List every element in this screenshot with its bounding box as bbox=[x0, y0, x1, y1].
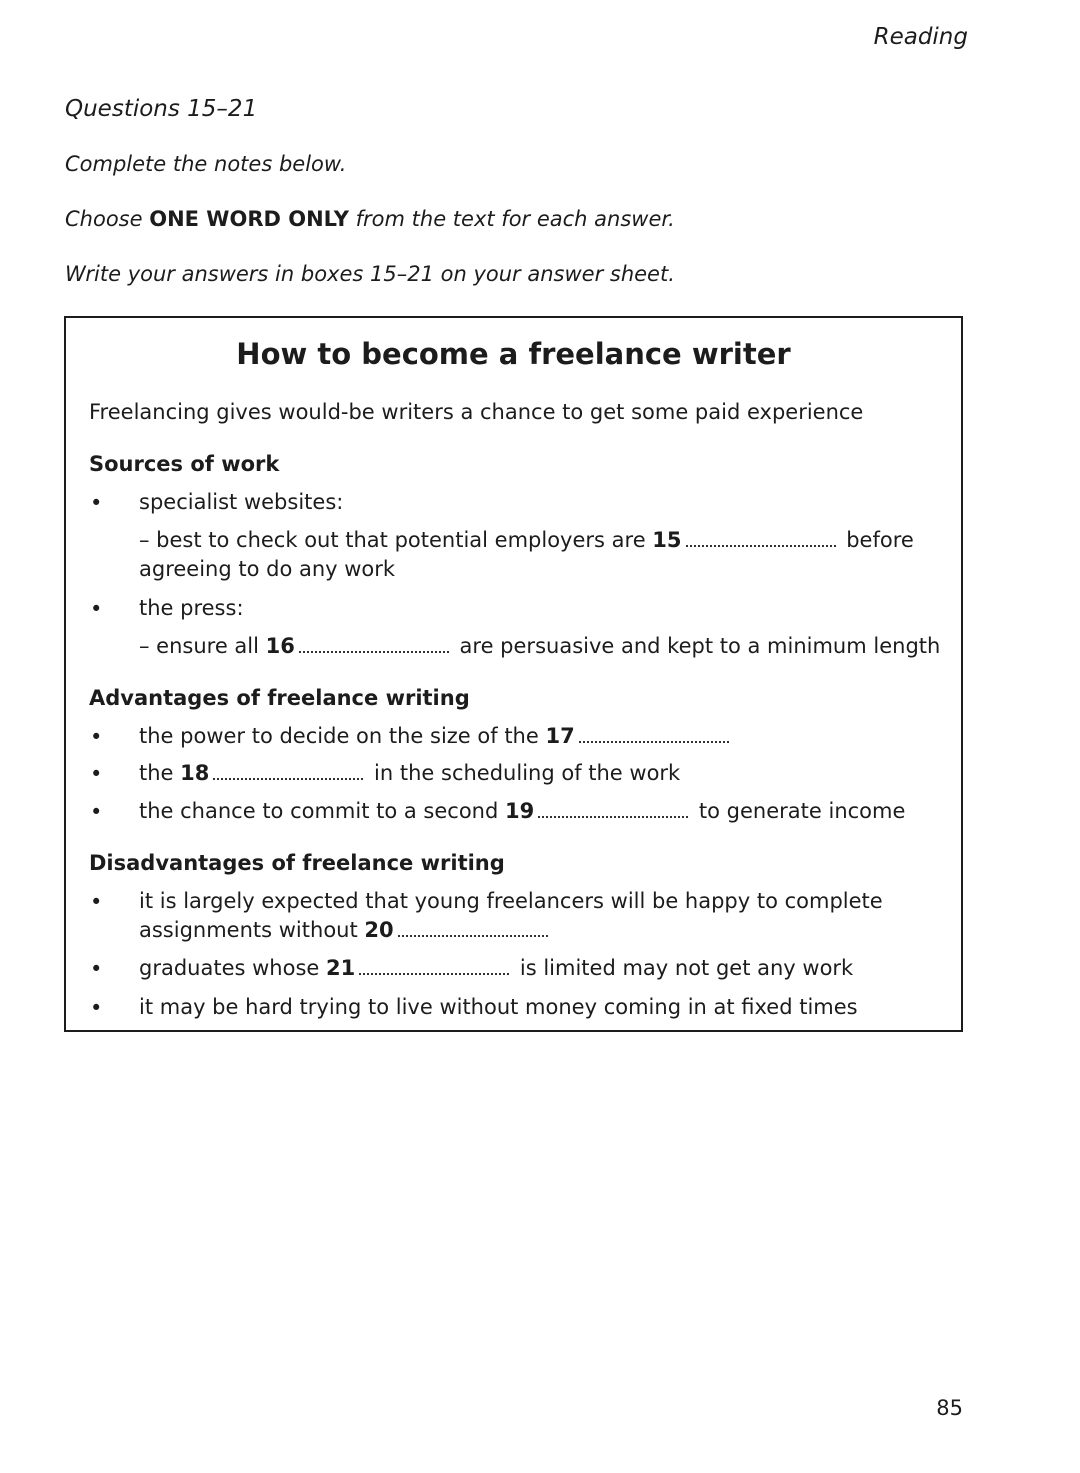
dis2-after: is limited may not get any work bbox=[513, 956, 854, 980]
disadvantages-bullet-graduates bbox=[139, 956, 853, 980]
question-number-15: 15 bbox=[652, 528, 682, 552]
instruction-complete: Complete the notes below. bbox=[65, 152, 347, 176]
bullet-dot: • bbox=[90, 491, 103, 515]
dis1-before: assignments without bbox=[139, 918, 365, 942]
notes-box bbox=[64, 316, 963, 1032]
bullet-dot: • bbox=[90, 800, 103, 824]
sources-dash-employers-cont: agreeing to do any work bbox=[139, 557, 396, 581]
adv1-before: the power to decide on the size of the bbox=[139, 724, 546, 748]
dis2-before: graduates whose bbox=[139, 956, 326, 980]
answer-gap-15[interactable] bbox=[686, 544, 836, 547]
adv2-after: in the scheduling of the work bbox=[367, 761, 681, 785]
answer-gap-21[interactable] bbox=[359, 972, 509, 975]
running-head: Reading bbox=[873, 24, 968, 50]
adv3-before: the chance to commit to a second bbox=[139, 799, 505, 823]
advantages-bullet-income bbox=[139, 799, 905, 823]
question-number-16: 16 bbox=[265, 634, 295, 658]
choose-after: from the text for each answer. bbox=[348, 207, 675, 231]
page-number: 85 bbox=[936, 1396, 963, 1420]
dash1-before: – best to check out that potential employers are bbox=[139, 528, 653, 552]
sources-bullet-press: the press: bbox=[139, 596, 244, 620]
answer-gap-20[interactable] bbox=[398, 934, 548, 937]
disadvantages-bullet-expected-cont bbox=[139, 918, 552, 942]
bullet-dot: • bbox=[90, 762, 103, 786]
bullet-dot: • bbox=[90, 725, 103, 749]
heading-advantages: Advantages of freelance writing bbox=[89, 686, 470, 710]
question-number-21: 21 bbox=[325, 956, 356, 980]
dash1-after: before bbox=[839, 528, 914, 552]
question-number-19: 19 bbox=[505, 799, 535, 823]
instruction-write: Write your answers in boxes 15–21 on your answer sheet. bbox=[65, 262, 675, 286]
question-number-18: 18 bbox=[180, 761, 210, 785]
disadvantages-bullet-expected: it is largely expected that young freelancers will be happy to complete bbox=[139, 889, 883, 913]
bullet-dot: • bbox=[90, 996, 103, 1020]
word-limit: ONE WORD ONLY bbox=[149, 207, 349, 231]
sources-dash-press bbox=[139, 634, 940, 658]
heading-disadvantages: Disadvantages of freelance writing bbox=[89, 851, 505, 875]
answer-gap-19[interactable] bbox=[538, 815, 688, 818]
question-range: Questions 15–21 bbox=[65, 96, 258, 122]
notes-intro: Freelancing gives would-be writers a chance to get some paid experience bbox=[89, 400, 864, 424]
sources-bullet-websites: specialist websites: bbox=[139, 490, 344, 514]
question-number-17: 17 bbox=[545, 724, 575, 748]
adv2-before: the bbox=[139, 761, 181, 785]
heading-sources: Sources of work bbox=[89, 452, 280, 476]
answer-gap-17[interactable] bbox=[579, 740, 729, 743]
notes-title: How to become a freelance writer bbox=[236, 337, 791, 371]
bullet-dot: • bbox=[90, 890, 103, 914]
advantages-bullet-size bbox=[139, 724, 733, 748]
disadvantages-bullet-money: it may be hard trying to live without money coming in at fixed times bbox=[139, 995, 858, 1019]
bullet-dot: • bbox=[90, 957, 103, 981]
instructions bbox=[65, 96, 965, 317]
dash2-after: are persuasive and kept to a minimum length bbox=[452, 634, 941, 658]
answer-gap-18[interactable] bbox=[213, 777, 363, 780]
advantages-bullet-scheduling bbox=[139, 761, 680, 785]
sources-dash-employers bbox=[139, 528, 914, 552]
adv3-after: to generate income bbox=[692, 799, 906, 823]
answer-gap-16[interactable] bbox=[299, 650, 449, 653]
question-number-20: 20 bbox=[364, 918, 394, 942]
dash2-before: – ensure all bbox=[139, 634, 266, 658]
bullet-dot: • bbox=[90, 597, 103, 621]
instruction-choose bbox=[65, 207, 965, 231]
choose-before: Choose bbox=[65, 207, 150, 231]
